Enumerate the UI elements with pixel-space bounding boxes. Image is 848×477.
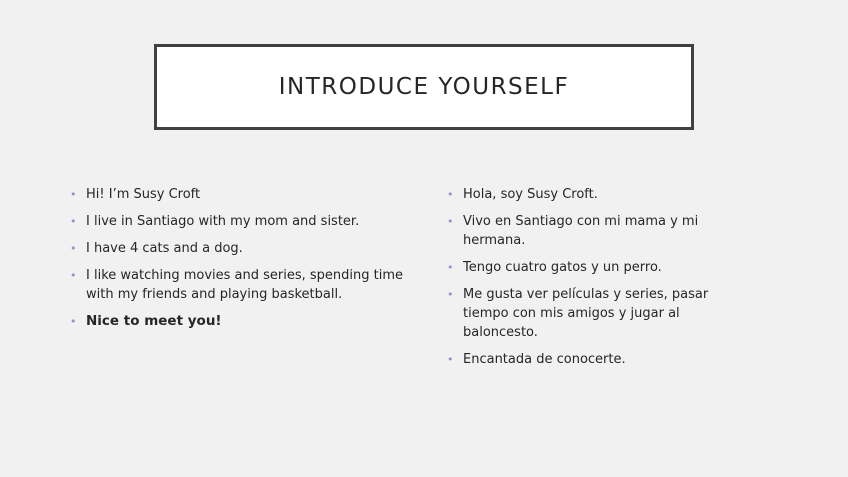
bullet-item (70, 212, 415, 231)
bullet-icon: • (70, 242, 77, 255)
bullet-item (447, 350, 715, 369)
bullet-text: Hi! I’m Susy Croft (86, 187, 201, 202)
bullet-item (447, 258, 715, 277)
bullet-icon: • (447, 188, 454, 201)
bullet-item (447, 285, 715, 342)
bullet-item (70, 266, 415, 304)
bullet-icon: • (70, 315, 77, 328)
bullet-text: Me gusta ver películas y series, pasar tiempo con mis amigos y jugar al baloncesto. (463, 287, 709, 340)
bullet-icon: • (447, 353, 454, 366)
bullet-item (70, 185, 415, 204)
bullet-text: Tengo cuatro gatos y un perro. (463, 260, 662, 275)
bullet-text: I like watching movies and series, spending time with my friends and playing basketball. (86, 268, 404, 302)
bullet-icon: • (447, 288, 454, 301)
bullet-text: Encantada de conocerte. (463, 352, 626, 367)
spanish-bullet-list (447, 185, 715, 377)
bullet-item (447, 212, 715, 250)
bullet-icon: • (447, 261, 454, 274)
title-box (154, 44, 694, 130)
bullet-icon: • (70, 188, 77, 201)
bullet-text: Vivo en Santiago con mi mama y mi hermana. (463, 214, 699, 248)
bullet-text: I live in Santiago with my mom and sister. (86, 214, 360, 229)
bullet-item (70, 239, 415, 258)
english-bullet-list (70, 185, 415, 339)
bullet-text: I have 4 cats and a dog. (86, 241, 243, 256)
bullet-icon: • (70, 215, 77, 228)
bullet-icon: • (70, 269, 77, 282)
bullet-icon: • (447, 215, 454, 228)
slide-title: INTRODUCE YOURSELF (278, 74, 570, 100)
bullet-item (447, 185, 715, 204)
bullet-text: Nice to meet you! (86, 313, 222, 329)
bullet-text: Hola, soy Susy Croft. (463, 187, 598, 202)
bullet-item (70, 312, 415, 331)
